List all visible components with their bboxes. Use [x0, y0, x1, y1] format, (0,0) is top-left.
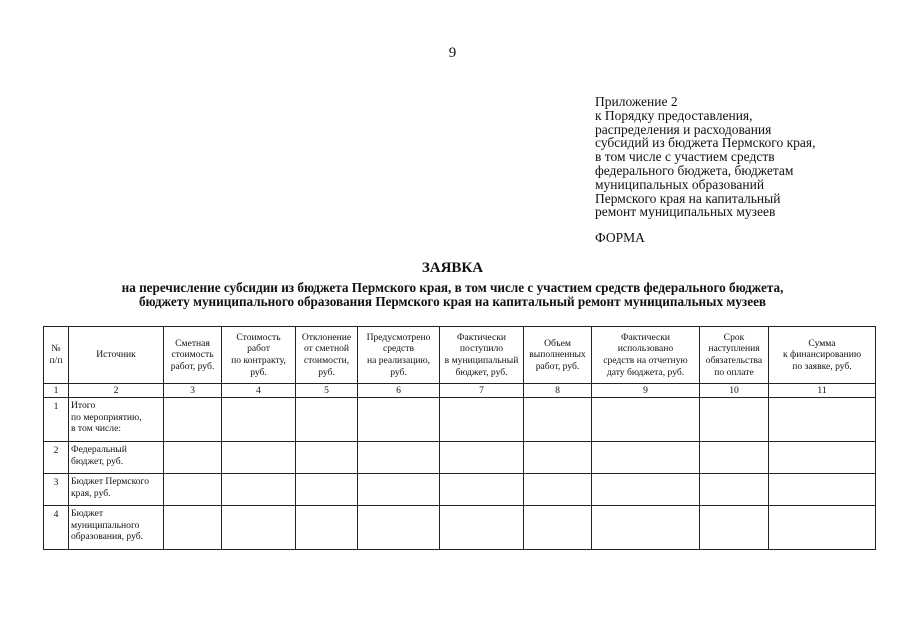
- appendix-line: Пермского края на капитальный: [595, 190, 781, 206]
- appendix-line: в том числе с участием средств: [595, 149, 775, 165]
- column-number: 9: [592, 384, 700, 398]
- empty-cell[interactable]: [592, 442, 700, 474]
- empty-cell[interactable]: [440, 398, 524, 442]
- header-num: № п/п: [44, 327, 69, 384]
- header-planned-funds: Предусмотрено средств на реализацию, руб.: [358, 327, 440, 384]
- empty-cell[interactable]: [222, 506, 296, 550]
- table-row: [44, 398, 876, 442]
- empty-cell[interactable]: [296, 506, 358, 550]
- empty-cell[interactable]: [769, 398, 876, 442]
- empty-cell[interactable]: [358, 398, 440, 442]
- appendix-line: ремонт муниципальных музеев: [595, 204, 776, 220]
- header-estimated-cost: Сметная стоимость работ, руб.: [164, 327, 222, 384]
- empty-cell[interactable]: [524, 442, 592, 474]
- column-number: 11: [769, 384, 876, 398]
- appendix-note: [595, 95, 815, 219]
- empty-cell[interactable]: [296, 474, 358, 506]
- empty-cell[interactable]: [222, 442, 296, 474]
- empty-cell[interactable]: [592, 398, 700, 442]
- page-number: 9: [448, 45, 457, 61]
- empty-cell[interactable]: [700, 474, 769, 506]
- appendix-line: субсидий из бюджета Пермского края,: [595, 135, 816, 151]
- table-row: [44, 506, 876, 550]
- row-number: 2: [44, 442, 69, 474]
- row-source: Федеральный бюджет, руб.: [69, 442, 164, 474]
- empty-cell[interactable]: [700, 398, 769, 442]
- empty-cell[interactable]: [164, 506, 222, 550]
- appendix-line: Приложение 2: [595, 94, 678, 109]
- row-source: Бюджет Пермского края, руб.: [69, 474, 164, 506]
- empty-cell[interactable]: [164, 398, 222, 442]
- column-number: 6: [358, 384, 440, 398]
- header-actually-received: Фактически поступило в муниципальный бюджет, руб.: [440, 327, 524, 384]
- column-number: 4: [222, 384, 296, 398]
- empty-cell[interactable]: [358, 506, 440, 550]
- empty-cell[interactable]: [358, 474, 440, 506]
- empty-cell[interactable]: [700, 506, 769, 550]
- empty-cell[interactable]: [700, 442, 769, 474]
- form-label: ФОРМА: [595, 230, 645, 245]
- column-number: 8: [524, 384, 592, 398]
- column-number-row: [44, 384, 876, 398]
- empty-cell[interactable]: [524, 506, 592, 550]
- empty-cell[interactable]: [769, 474, 876, 506]
- row-source: Бюджет муниципального образования, руб.: [69, 506, 164, 550]
- empty-cell[interactable]: [524, 398, 592, 442]
- appendix-line: распределения и расходования: [595, 121, 772, 137]
- column-number: 1: [44, 384, 69, 398]
- appendix-line: федерального бюджета, бюджетам: [595, 162, 794, 178]
- empty-cell[interactable]: [769, 442, 876, 474]
- row-number: 4: [44, 506, 69, 550]
- subtitle-line: бюджету муниципального образования Пермского края на капитальный ремонт муниципальных музеев: [138, 294, 767, 309]
- header-work-volume: Объем выполненных работ, руб.: [524, 327, 592, 384]
- row-number: 1: [44, 398, 69, 442]
- column-number: 7: [440, 384, 524, 398]
- header-source: Источник: [69, 327, 164, 384]
- subtitle-line: на перечисление субсидии из бюджета Пермского края, в том числе с участием средств федерального бюджета,: [121, 280, 784, 295]
- column-number: 10: [700, 384, 769, 398]
- column-number: 5: [296, 384, 358, 398]
- table-row: [44, 474, 876, 506]
- empty-cell[interactable]: [222, 398, 296, 442]
- empty-cell[interactable]: [440, 442, 524, 474]
- column-number: 3: [164, 384, 222, 398]
- appendix-line: к Порядку предоставления,: [595, 107, 753, 123]
- row-source: Итого по мероприятию, в том числе:: [69, 398, 164, 442]
- header-deviation: Отклонение от сметной стоимости, руб.: [296, 327, 358, 384]
- header-amount-requested: Сумма к финансированию по заявке, руб.: [769, 327, 876, 384]
- empty-cell[interactable]: [592, 506, 700, 550]
- empty-cell[interactable]: [769, 506, 876, 550]
- row-number: 3: [44, 474, 69, 506]
- empty-cell[interactable]: [358, 442, 440, 474]
- empty-cell[interactable]: [164, 442, 222, 474]
- table-row: [44, 442, 876, 474]
- header-row: [44, 327, 876, 384]
- request-table: [43, 326, 876, 550]
- empty-cell[interactable]: [524, 474, 592, 506]
- empty-cell[interactable]: [592, 474, 700, 506]
- header-contract-cost: Стоимость работ по контракту, руб.: [222, 327, 296, 384]
- empty-cell[interactable]: [440, 506, 524, 550]
- column-number: 2: [69, 384, 164, 398]
- header-payment-due: Срок наступления обязательства по оплате: [700, 327, 769, 384]
- empty-cell[interactable]: [440, 474, 524, 506]
- empty-cell[interactable]: [164, 474, 222, 506]
- document-title: ЗАЯВКА: [421, 260, 484, 276]
- header-actually-used: Фактически использовано средств на отчетную дату бюджета, руб.: [592, 327, 700, 384]
- empty-cell[interactable]: [222, 474, 296, 506]
- empty-cell[interactable]: [296, 398, 358, 442]
- document-subtitle: [0, 281, 905, 309]
- appendix-line: муниципальных образований: [595, 176, 765, 192]
- empty-cell[interactable]: [296, 442, 358, 474]
